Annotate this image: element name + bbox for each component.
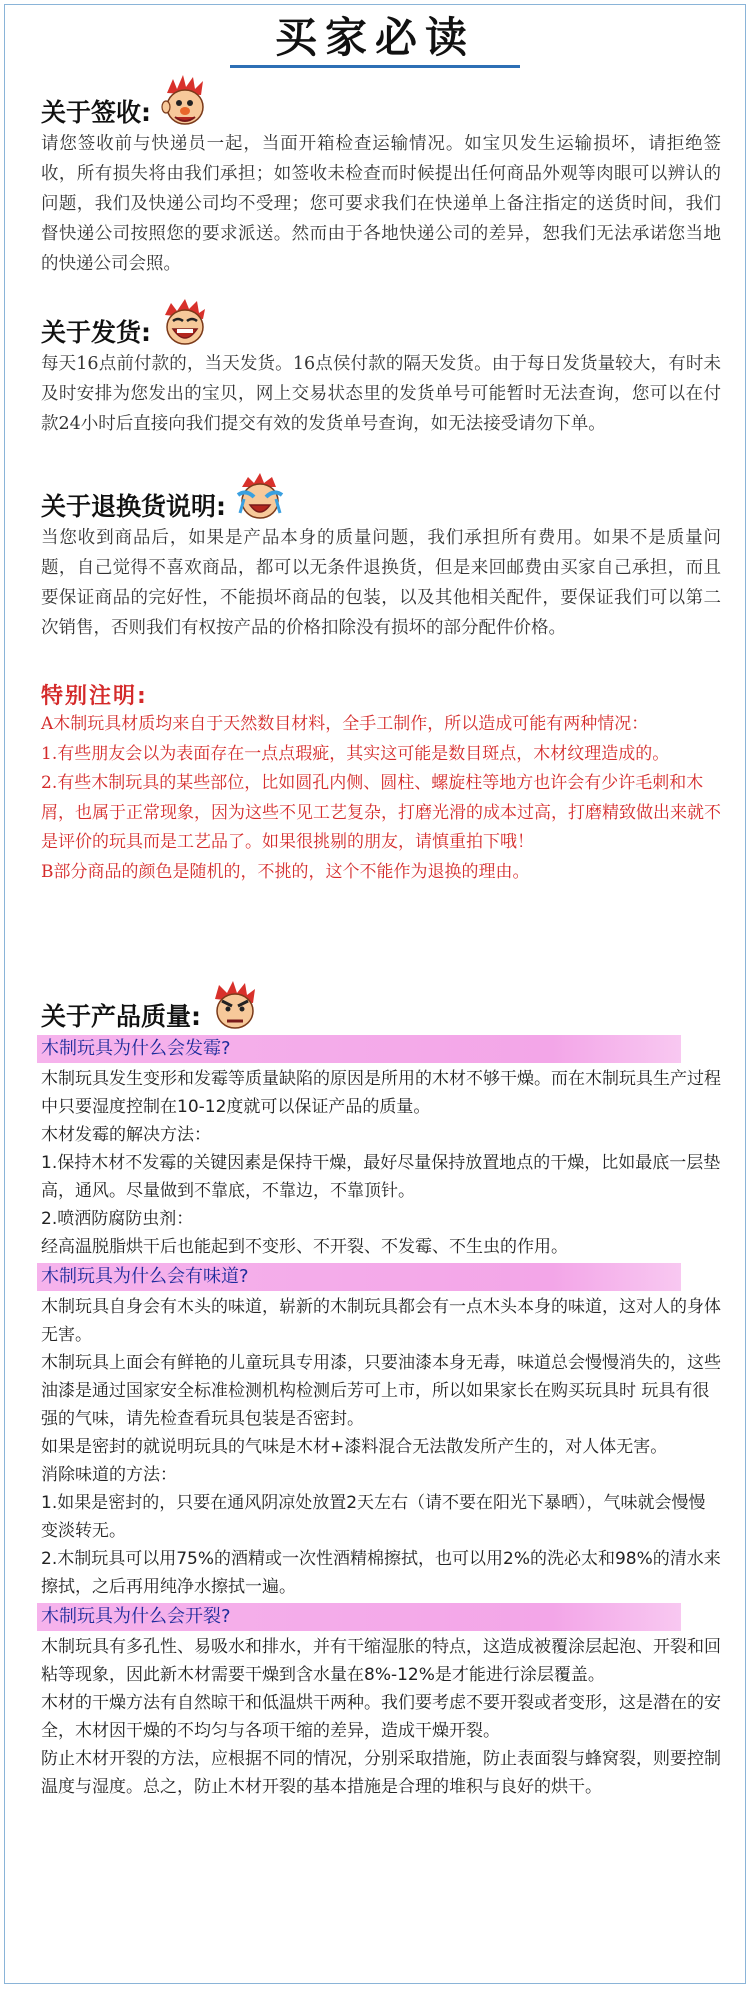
mold-line-4: 2.喷洒防腐防虫剂： xyxy=(41,1209,194,1229)
special-line-1: 1.有些朋友会以为表面存在一点点瑕疵，其实这可能是数目斑点，木材纹理造成的。 xyxy=(41,743,670,764)
crack-line-2: 木材的干燥方法有自然晾干和低温烘干两种。我们要考虑不要开裂或者变形，这是潜在的安全，木材因干燥的不均匀与各项干缩的差异，造成干燥开裂。 xyxy=(41,1693,721,1741)
mold-line-2: 木材发霉的解决方法： xyxy=(41,1125,211,1145)
smell-line-2: 木制玩具上面会有鲜艳的儿童玩具专用漆，只要油漆本身无毒，味道总会慢慢消失的，这些油漆是通过国家安全标准检测机构检测后芳可上市，所以如果家长在购买玩具时 玩具有很强的气味，请先检查看玩具包装是否密封。 xyxy=(41,1353,721,1429)
special-section xyxy=(41,679,721,887)
page-container xyxy=(4,4,746,1984)
return-text: 当您收到商品后，如果是产品本身的质量问题，我们承担所有费用。如果不是质量问题，自己觉得不喜欢商品，都可以无条件退换货，但是来回邮费由买家自己承担，而且要保证商品的完好性，不能损坏商品的包装，以及其他相关配件，要保证我们可以第二次销售，否则我们有权按产品的价格扣除没有损坏的部分配件价格。 xyxy=(41,528,721,638)
special-line-2: 2.有些木制玩具的某些部位，比如圆孔内侧、圆柱、螺旋柱等地方也许会有少许毛刺和木屑，也属于正常现象，因为这些不见工艺复杂，打磨光滑的成本过高，打磨精致做出来就不是评价的玩具而是工艺品了。如果很挑剔的朋友，请慎重拍下哦！ xyxy=(41,773,721,852)
crack-line-3: 防止木材开裂的方法，应根据不同的情况，分别采取措施，防止表面裂与蜂窝裂，则要控制温度与湿度。总之，防止木材开裂的基本措施是合理的堆积与良好的烘干。 xyxy=(41,1749,721,1797)
angry-face-icon xyxy=(207,979,261,1033)
smell-line-1: 木制玩具自身会有木头的味道，崭新的木制玩具都会有一点木头本身的味道，这对人的身体无害。 xyxy=(41,1297,721,1345)
cartoon-face-icon xyxy=(157,75,211,129)
return-section xyxy=(41,467,721,643)
crying-face-icon xyxy=(232,469,286,523)
sign-section xyxy=(41,73,721,279)
smell-line-4: 消除味道的方法： xyxy=(41,1465,177,1485)
quality-section xyxy=(41,977,721,1801)
question-crack-heading: 木制玩具为什么会开裂? xyxy=(37,1603,681,1631)
ship-title: 关于发货: xyxy=(41,318,151,347)
special-line-a: A木制玩具材质均来自于天然数目材料，全手工制作，所以造成可能有两种情况： xyxy=(41,714,649,734)
sign-title: 关于签收: xyxy=(41,98,151,127)
return-title: 关于退换货说明: xyxy=(41,492,226,521)
special-line-b: B部分商品的颜色是随机的，不挑的，这个不能作为退换的理由。 xyxy=(41,861,530,882)
laughing-face-icon xyxy=(157,295,211,349)
special-title: 特别注明: xyxy=(41,684,148,709)
title-underline xyxy=(230,65,520,68)
question-mold-heading: 木制玩具为什么会发霉? xyxy=(37,1035,681,1063)
mold-line-5: 经高温脱脂烘干后也能起到不变形、不开裂、不发霉、不生虫的作用。 xyxy=(41,1237,568,1257)
smell-line-3: 如果是密封的就说明玩具的气味是木材+漆料混合无法散发所产生的，对人体无害。 xyxy=(41,1437,668,1457)
quality-title: 关于产品质量: xyxy=(41,1002,201,1031)
ship-section xyxy=(41,293,721,439)
question-smell-heading: 木制玩具为什么会有味道? xyxy=(37,1263,681,1291)
mold-line-3: 1.保持木材不发霉的关键因素是保持干燥，最好尽量保持放置地点的干燥，比如最底一层垫高，通风。尽量做到不靠底，不靠边，不靠顶针。 xyxy=(41,1153,721,1201)
page-title: 买家必读 xyxy=(274,13,475,62)
mold-line-1: 木制玩具发生变形和发霉等质量缺陷的原因是所用的木材不够干燥。而在木制玩具生产过程中只要湿度控制在10-12度就可以保证产品的质量。 xyxy=(41,1069,721,1117)
smell-line-5: 1.如果是密封的，只要在通风阴凉处放置2天左右（请不要在阳光下暴晒），气味就会慢慢变淡转无。 xyxy=(41,1493,706,1541)
smell-line-6: 2.木制玩具可以用75%的酒精或一次性酒精棉擦拭，也可以用2%的洗必太和98%的清水来擦拭，之后再用纯净水擦拭一遍。 xyxy=(41,1549,721,1597)
crack-line-1: 木制玩具有多孔性、易吸水和排水，并有干缩湿胀的特点，这造成被覆涂层起泡、开裂和回粘等现象，因此新木材需要干燥到含水量在8%-12%是才能进行涂层覆盖。 xyxy=(41,1637,721,1685)
ship-text: 每天16点前付款的，当天发货。16点侯付款的隔天发货。由于每日发货量较大，有时未及时安排为您发出的宝贝，网上交易状态里的发货单号可能暂时无法查询，您可以在付款24小时后直接向我们提交有效的发货单号查询，如无法接受请勿下单。 xyxy=(41,354,721,434)
sign-text: 请您签收前与快递员一起，当面开箱检查运输情况。如宝贝发生运输损坏，请拒绝签收，所有损失将由我们承担；如签收未检查而时候提出任何商品外观等肉眼可以辨认的问题，我们及快递公司均不受理；您可要求我们在快递单上备注指定的送货时间，我们督快递公司按照您的要求派送。然而由于各地快递公司的差异，恕我们无法承诺您当地的快递公司会照。 xyxy=(41,134,721,274)
